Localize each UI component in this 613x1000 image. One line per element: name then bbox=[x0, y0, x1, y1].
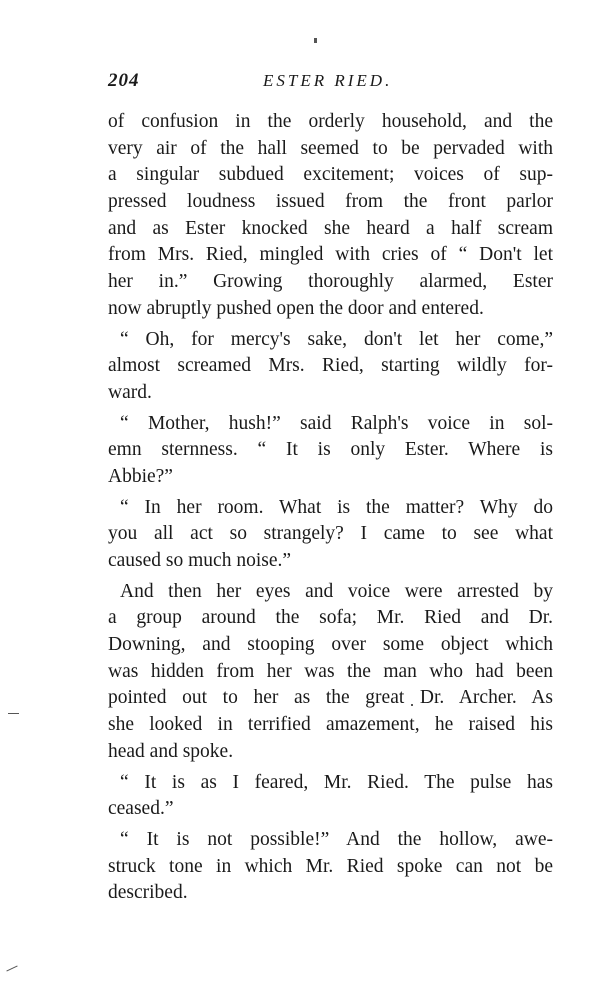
text-line: was hidden from her was the man who had been bbox=[108, 660, 553, 682]
page-number: 204 bbox=[108, 70, 140, 91]
text-line: caused so much noise.” bbox=[108, 550, 292, 571]
paragraph bbox=[108, 327, 553, 407]
text-line: a group around the sofa; Mr. Ried and Dr. bbox=[108, 607, 553, 629]
paragraph bbox=[108, 770, 553, 823]
ink-speck bbox=[314, 38, 317, 43]
text-line: of confusion in the orderly household, and the bbox=[108, 111, 553, 132]
text-line: her in.” Growing thoroughly alarmed, Ester bbox=[108, 271, 553, 293]
text-line: ward. bbox=[108, 381, 152, 403]
page-header bbox=[108, 70, 553, 96]
text-line: pointed out to her as the great Dr. Archer. As bbox=[108, 687, 553, 709]
paragraph bbox=[108, 109, 553, 323]
text-line: struck tone in which Mr. Ried spoke can not be bbox=[108, 855, 553, 877]
paragraph bbox=[108, 579, 553, 766]
text-line: described. bbox=[108, 882, 188, 904]
margin-dash bbox=[6, 966, 17, 972]
text-line: “ Oh, for mercy's sake, don't let her come,” bbox=[120, 328, 553, 350]
text-line: and as Ester knocked she heard a half scream bbox=[108, 217, 553, 239]
text-line: now abruptly pushed open the door and entered. bbox=[108, 297, 484, 319]
margin-dash bbox=[8, 713, 19, 714]
text-line: “ It is as I feared, Mr. Ried. The pulse has bbox=[120, 771, 553, 793]
text-line: almost screamed Mrs. Ried, starting wildly for- bbox=[108, 355, 553, 377]
text-line: from Mrs. Ried, mingled with cries of “ Don't let bbox=[108, 244, 553, 266]
text-line: ceased.” bbox=[108, 798, 174, 820]
text-line: she looked in terrified amazement, he raised his bbox=[108, 714, 553, 736]
text-line: very air of the hall seemed to be pervaded with bbox=[108, 137, 553, 159]
running-title: ESTER RIED. bbox=[263, 71, 393, 90]
text-line: “ Mother, hush!” said Ralph's voice in sol- bbox=[120, 412, 553, 434]
text-line: you all act so strangely? I came to see what bbox=[108, 523, 553, 545]
text-line: head and spoke. bbox=[108, 740, 234, 762]
body-text bbox=[108, 109, 553, 907]
text-line: Abbie?” bbox=[108, 465, 173, 487]
text-line: Downing, and stooping over some object which bbox=[108, 634, 553, 656]
paragraph bbox=[108, 495, 553, 575]
paragraph bbox=[108, 827, 553, 907]
text-line: a singular subdued excitement; voices of sup- bbox=[108, 164, 553, 186]
paragraph bbox=[108, 411, 553, 491]
text-line: And then her eyes and voice were arrested by bbox=[120, 580, 553, 602]
text-line: pressed loudness issued from the front parlor bbox=[108, 191, 553, 213]
text-line: emn sternness. “ It is only Ester. Where is bbox=[108, 439, 553, 461]
text-line: “ It is not possible!” And the hollow, awe- bbox=[120, 828, 553, 850]
text-line: “ In her room. What is the matter? Why do bbox=[120, 496, 553, 518]
